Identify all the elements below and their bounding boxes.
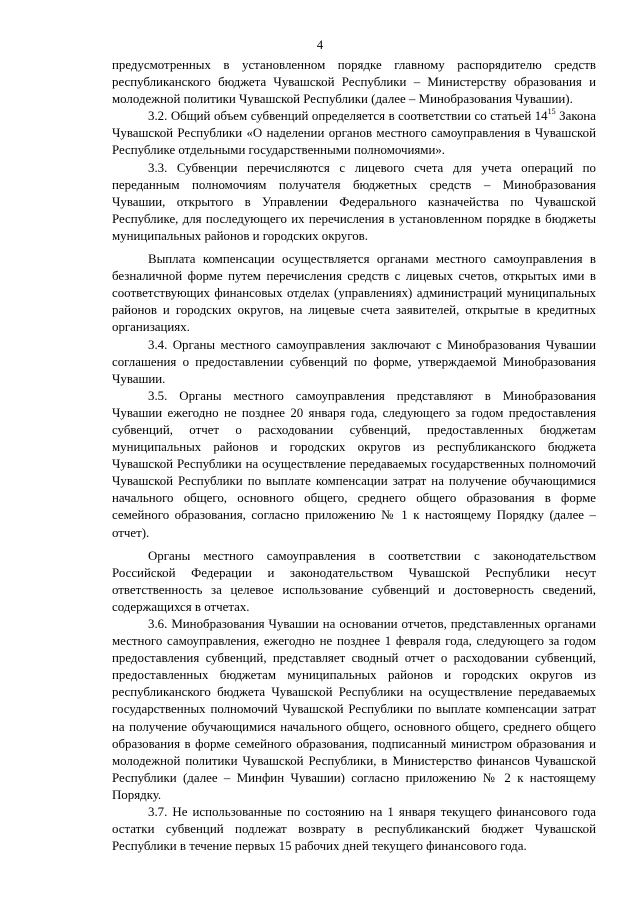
paragraph-3-2-rest: Закона Чувашской Республики «О наделении органов местного самоуправления в Чувашской Республике отдельными государственными полномочиями». <box>112 109 597 158</box>
paragraph-3-3: 3.3. Субвенции перечисляются с лицевого счета для учета операций по переданным полномочиям получателя бюджетных средств – Минобразования Чувашии, открытого в Управлении Федерального казначейства по Чувашской Республике, для последующего их перечисления в установленном порядке в бюджеты муниципальных районов и городских округов. <box>112 160 596 243</box>
paragraph-3-5: 3.5. Органы местного самоуправления представляют в Минобразования Чувашии ежегодно не позднее 20 января года, следующего за годом предоставления субвенций, отчет о расходовании субвенций, предоставленных бюджетам муниципальных районов и городских округов из республиканского бюджета Чувашской Республики на осуществление передаваемых государственных полномочий Чувашской Республики по выплате компенсации затрат на получение обучающимися начального общего, основного общего, среднего общего образования в форме семейного образования, согласно приложению № 1 к настоящему Порядку (далее – отчет). <box>112 388 596 540</box>
paragraph-responsibility: Органы местного самоуправления в соответствии с законодательством Российской Федерации и законодательством Чувашской Республики несут ответственность за целевое использование субвенций и достоверность сведений, содержащихся в отчетах. <box>112 548 596 614</box>
paragraph-compensation: Выплата компенсации осуществляется органами местного самоуправления в безналичной форме путем перечисления средств с лицевых счетов, открытых ими в соответствующих финансовых отделах (управлениях) администраций муниципальных районов и городских округов, на лицевые счета заявителей, открытые в кредитных организациях. <box>112 252 596 335</box>
paragraph-3-4: 3.4. Органы местного самоуправления заключают с Минобразования Чувашии соглашения о предоставлении субвенций по форме, утверждаемой Минобразования Чувашии. <box>112 337 596 386</box>
page-number: 4 <box>316 38 324 52</box>
document-body <box>112 57 596 855</box>
paragraph-3-6: 3.6. Минобразования Чувашии на основании отчетов, представленных органами местного самоуправления, ежегодно не позднее 1 февраля года, следующего за годом предоставления субвенций, представляет сводный отчет о расходовании субвенций, предоставленных бюджетам муниципальных районов и городских округов из республиканского бюджета Чувашской Республики на осуществление передаваемых государственных полномочий Чувашской Республики по выплате компенсации затрат на получение обучающимися начального общего, основного общего, среднего общего образования в форме семейного образования, подписанный министром образования и молодежной политики Чувашской Республики, в Министерство финансов Чувашской Республики (далее – Минфин Чувашии) согласно приложению № 2 к настоящему Порядку. <box>112 617 596 802</box>
paragraph-3-2-text: 3.2. Общий объем субвенций определяется в соответствии со статьей 14 <box>148 109 548 124</box>
article-superscript: 15 <box>547 107 556 117</box>
paragraph-continuation: предусмотренных в установленном порядке главному распорядителю средств республиканского бюджета Чувашской Республики – Министерству образования и молодежной политики Чувашской Республики (далее – Минобразования Чувашии). <box>112 58 596 107</box>
paragraph-3-2 <box>112 108 596 159</box>
paragraph-3-7: 3.7. Не использованные по состоянию на 1 января текущего финансового года остатки субвенций подлежат возврату в республиканский бюджет Чувашской Республики в течение первых 15 рабочих дней текущего финансового года. <box>112 805 596 854</box>
